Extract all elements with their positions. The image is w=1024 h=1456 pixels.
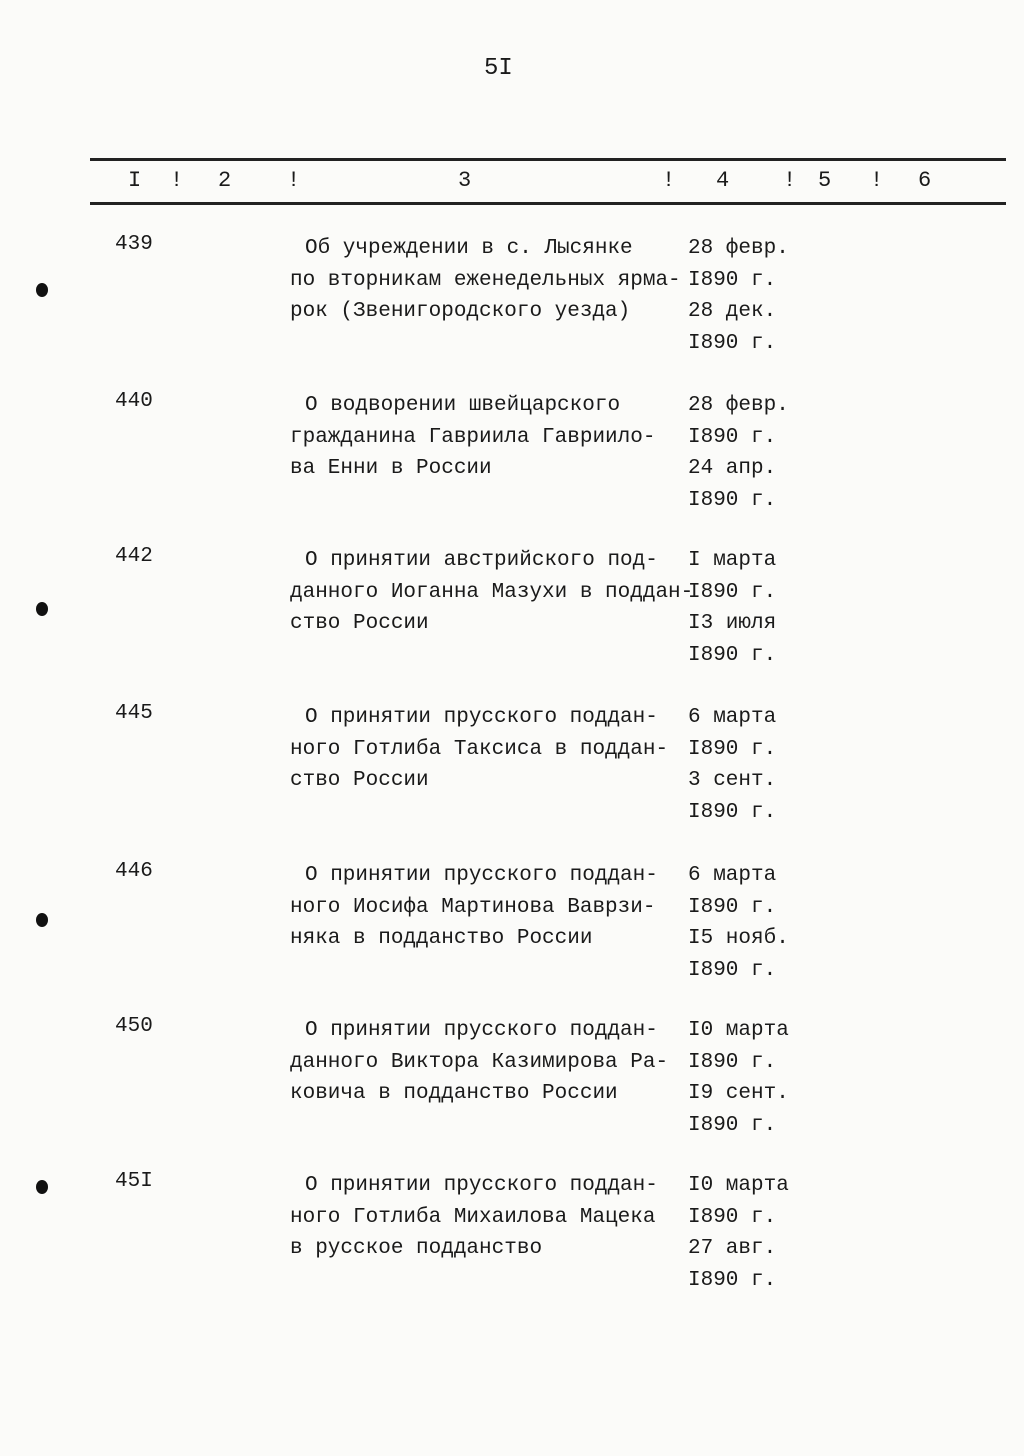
description-line: О принятии прусского поддан- (305, 864, 658, 887)
description-line: данного Виктора Казимирова Ра- (290, 1050, 669, 1074)
entry-dates (688, 860, 789, 986)
entry-number: 45I (115, 1170, 153, 1193)
entry-number: 440 (115, 390, 153, 413)
date-line: I9 сент. (688, 1082, 789, 1105)
column-separator: ! (783, 168, 797, 193)
date-line: I марта (688, 549, 777, 572)
description-line: ство России (290, 769, 429, 792)
date-line: I890 г. (688, 580, 777, 604)
description-line: О водворении швейцарского (305, 394, 621, 417)
entry-number: 445 (115, 702, 153, 725)
date-line: I890 г. (688, 958, 777, 982)
date-line: 6 марта (688, 706, 777, 729)
entry-description (290, 1015, 668, 1110)
entry-number: 450 (115, 1015, 153, 1038)
entry-dates (688, 545, 776, 671)
description-line: О принятии прусского поддан- (305, 1174, 658, 1197)
entry-description (290, 1170, 658, 1265)
date-line: I890 г. (688, 895, 777, 919)
date-line: I0 марта (688, 1019, 789, 1042)
binding-hole-mark (36, 602, 48, 616)
date-line: I890 г. (688, 1113, 777, 1137)
entry-dates (688, 390, 789, 516)
column-header: 3 (458, 168, 472, 193)
column-header: 6 (918, 168, 932, 193)
description-line: в русское подданство (290, 1237, 543, 1260)
table-header-rule (90, 202, 1006, 205)
description-line: ва Енни в России (290, 457, 492, 480)
date-line: 28 февр. (688, 237, 789, 260)
description-line: ковича в подданство России (290, 1082, 618, 1105)
date-line: I890 г. (688, 800, 777, 824)
description-line: данного Иоганна Мазухи в поддан- (290, 580, 694, 604)
date-line: 28 февр. (688, 394, 789, 417)
description-line: рок (Звенигородского уезда) (290, 300, 631, 323)
description-line: ного Готлиба Михаилова Мацека (290, 1205, 656, 1229)
entry-dates (688, 233, 789, 359)
entry-number: 442 (115, 545, 153, 568)
entry-dates (688, 1015, 789, 1141)
date-line: 28 дек. (688, 300, 777, 323)
entry-description (290, 233, 681, 328)
table-top-rule (90, 158, 1006, 161)
description-line: ного Готлиба Таксиса в поддан- (290, 737, 669, 761)
description-line: гражданина Гавриила Гавриило- (290, 425, 656, 449)
date-line: I890 г. (688, 1050, 777, 1074)
date-line: I890 г. (688, 643, 777, 667)
date-line: 3 сент. (688, 769, 777, 792)
column-header: 4 (716, 168, 730, 193)
column-separator: ! (170, 168, 184, 193)
column-separator: ! (662, 168, 676, 193)
entry-number: 446 (115, 860, 153, 883)
date-line: 27 авг. (688, 1237, 777, 1260)
entry-dates (688, 702, 776, 828)
column-header: 2 (218, 168, 232, 193)
description-line: ного Иосифа Мартинова Ваврзи- (290, 895, 656, 919)
description-line: О принятии австрийского под- (305, 549, 658, 572)
date-line: I890 г. (688, 1205, 777, 1229)
date-line: 24 апр. (688, 457, 777, 480)
date-line: I5 нояб. (688, 927, 789, 950)
description-line: ство России (290, 612, 429, 635)
description-line: няка в подданство России (290, 927, 593, 950)
description-line: Об учреждении в с. Лысянке (305, 237, 633, 260)
entry-number: 439 (115, 233, 153, 256)
date-line: 6 марта (688, 864, 777, 887)
date-line: I890 г. (688, 1268, 777, 1292)
date-line: I0 марта (688, 1174, 789, 1197)
entry-description (290, 545, 693, 640)
binding-hole-mark (36, 1180, 48, 1194)
description-line: О принятии прусского поддан- (305, 1019, 658, 1042)
date-line: I890 г. (688, 737, 777, 761)
date-line: I890 г. (688, 425, 777, 449)
binding-hole-mark (36, 913, 48, 927)
binding-hole-mark (36, 283, 48, 297)
date-line: I890 г. (688, 331, 777, 355)
entry-description (290, 390, 655, 485)
entry-dates (688, 1170, 789, 1296)
description-line: О принятии прусского поддан- (305, 706, 658, 729)
description-line: по вторникам еженедельных ярма- (290, 268, 681, 292)
date-line: I890 г. (688, 268, 777, 292)
entry-description (290, 702, 668, 797)
column-header: I (128, 168, 142, 193)
date-line: I890 г. (688, 488, 777, 512)
column-header: 5 (818, 168, 832, 193)
column-separator: ! (287, 168, 301, 193)
column-separator: ! (870, 168, 884, 193)
page-number: 5I (484, 55, 513, 82)
date-line: I3 июля (688, 612, 777, 635)
entry-description (290, 860, 658, 955)
